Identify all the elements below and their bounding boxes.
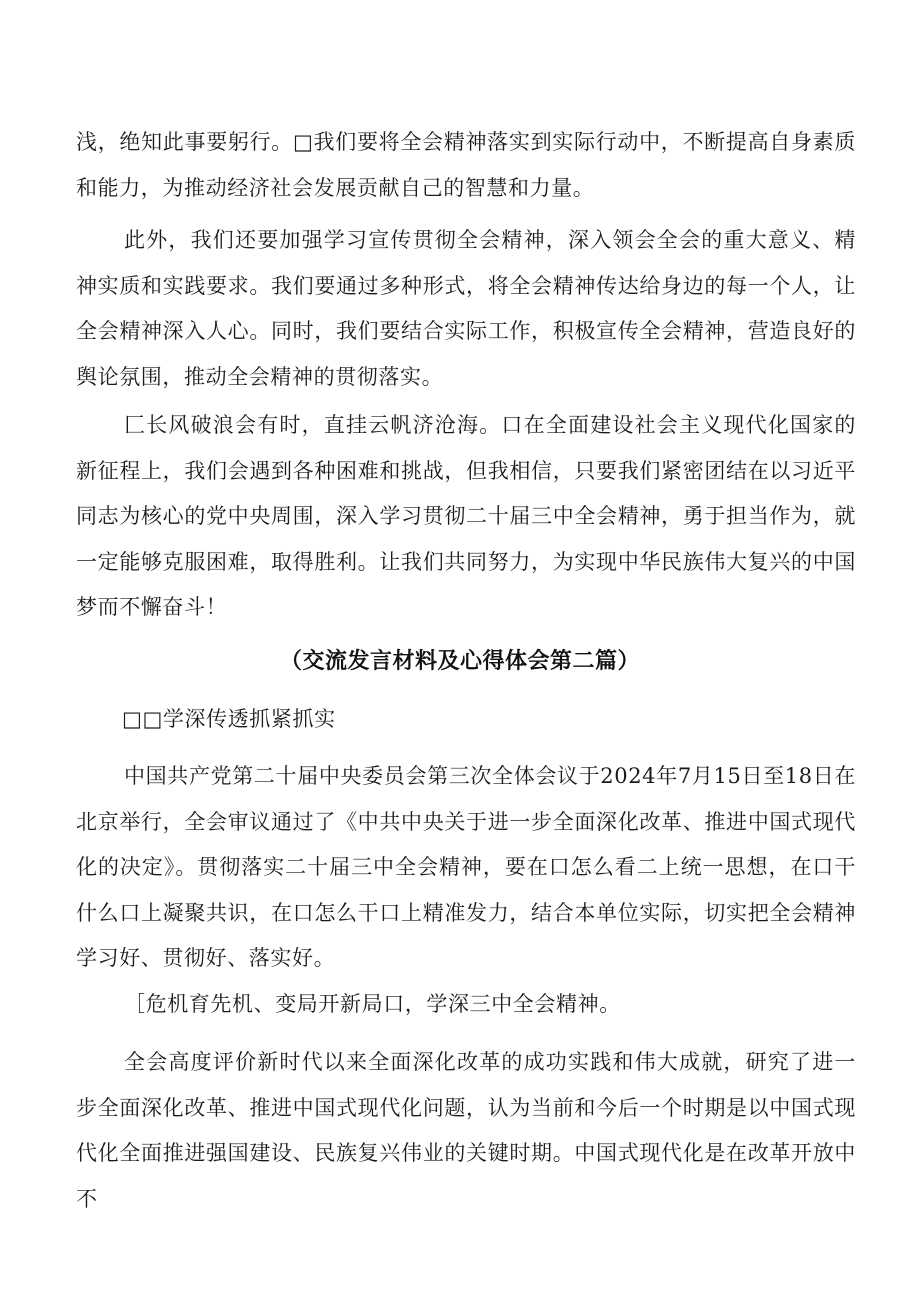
paragraph-3: 匚长风破浪会有时，直挂云帆济沧海。口在全面建设社会主义现代化国家的新征程上，我们会遇到各种困难和挑战，但我相信，只要我们紧密团结在以习近平同志为核心的党中央周围，深入学习贯彻二十届三中全会精神，勇于担当作为，就一定能够克服困难，取得胜利。让我们共同努力，为实现中华民族伟大复兴的中国梦而不懈奋斗！: [76, 413, 856, 619]
paragraph-1: 浅，绝知此事要躬行。□我们要将全会精神落实到实际行动中，不断提高自身素质和能力，为推动经济社会发展贡献自己的智慧和力量。: [76, 130, 856, 200]
section-subtitle: □□学深传透抓紧抓实: [122, 707, 336, 731]
section-title: （交流发言材料及心得体会第二篇）: [279, 649, 640, 674]
paragraph-4: 中国共产党第二十届中央委员会第三次全体会议于2024年7月15日至18日在北京举行，全会审议通过了《中共中央关于进一步全面深化改革、推进中国式现代化的决定》。贯彻落实二十届三中全会精神，要在口怎么看二上统一思想，在口干什么口上凝聚共识，在口怎么干口上精准发力，结合本单位实际，切实把全会精神学习好、贯彻好、落实好。: [76, 764, 856, 970]
paragraph-6: 全会高度评价新时代以来全面深化改革的成功实践和伟大成就，研究了进一步全面深化改革、推进中国式现代化问题，认为当前和今后一个时期是以中国式现代化全面推进强国建设、民族复兴伟业的关键时期。中国式现代化是在改革开放中不: [76, 1050, 856, 1211]
paragraph-2: 此外，我们还要加强学习宣传贯彻全会精神，深入领会全会的重大意义、精神实质和实践要求。我们要通过多种形式，将全会精神传达给身边的每一个人，让全会精神深入人心。同时，我们要结合实际工作，积极宣传全会精神，营造良好的舆论氛围，推动全会精神的贯彻落实。: [76, 228, 856, 389]
paragraph-5: ［危机育先机、变局开新局口，学深三中全会精神。: [124, 992, 621, 1016]
